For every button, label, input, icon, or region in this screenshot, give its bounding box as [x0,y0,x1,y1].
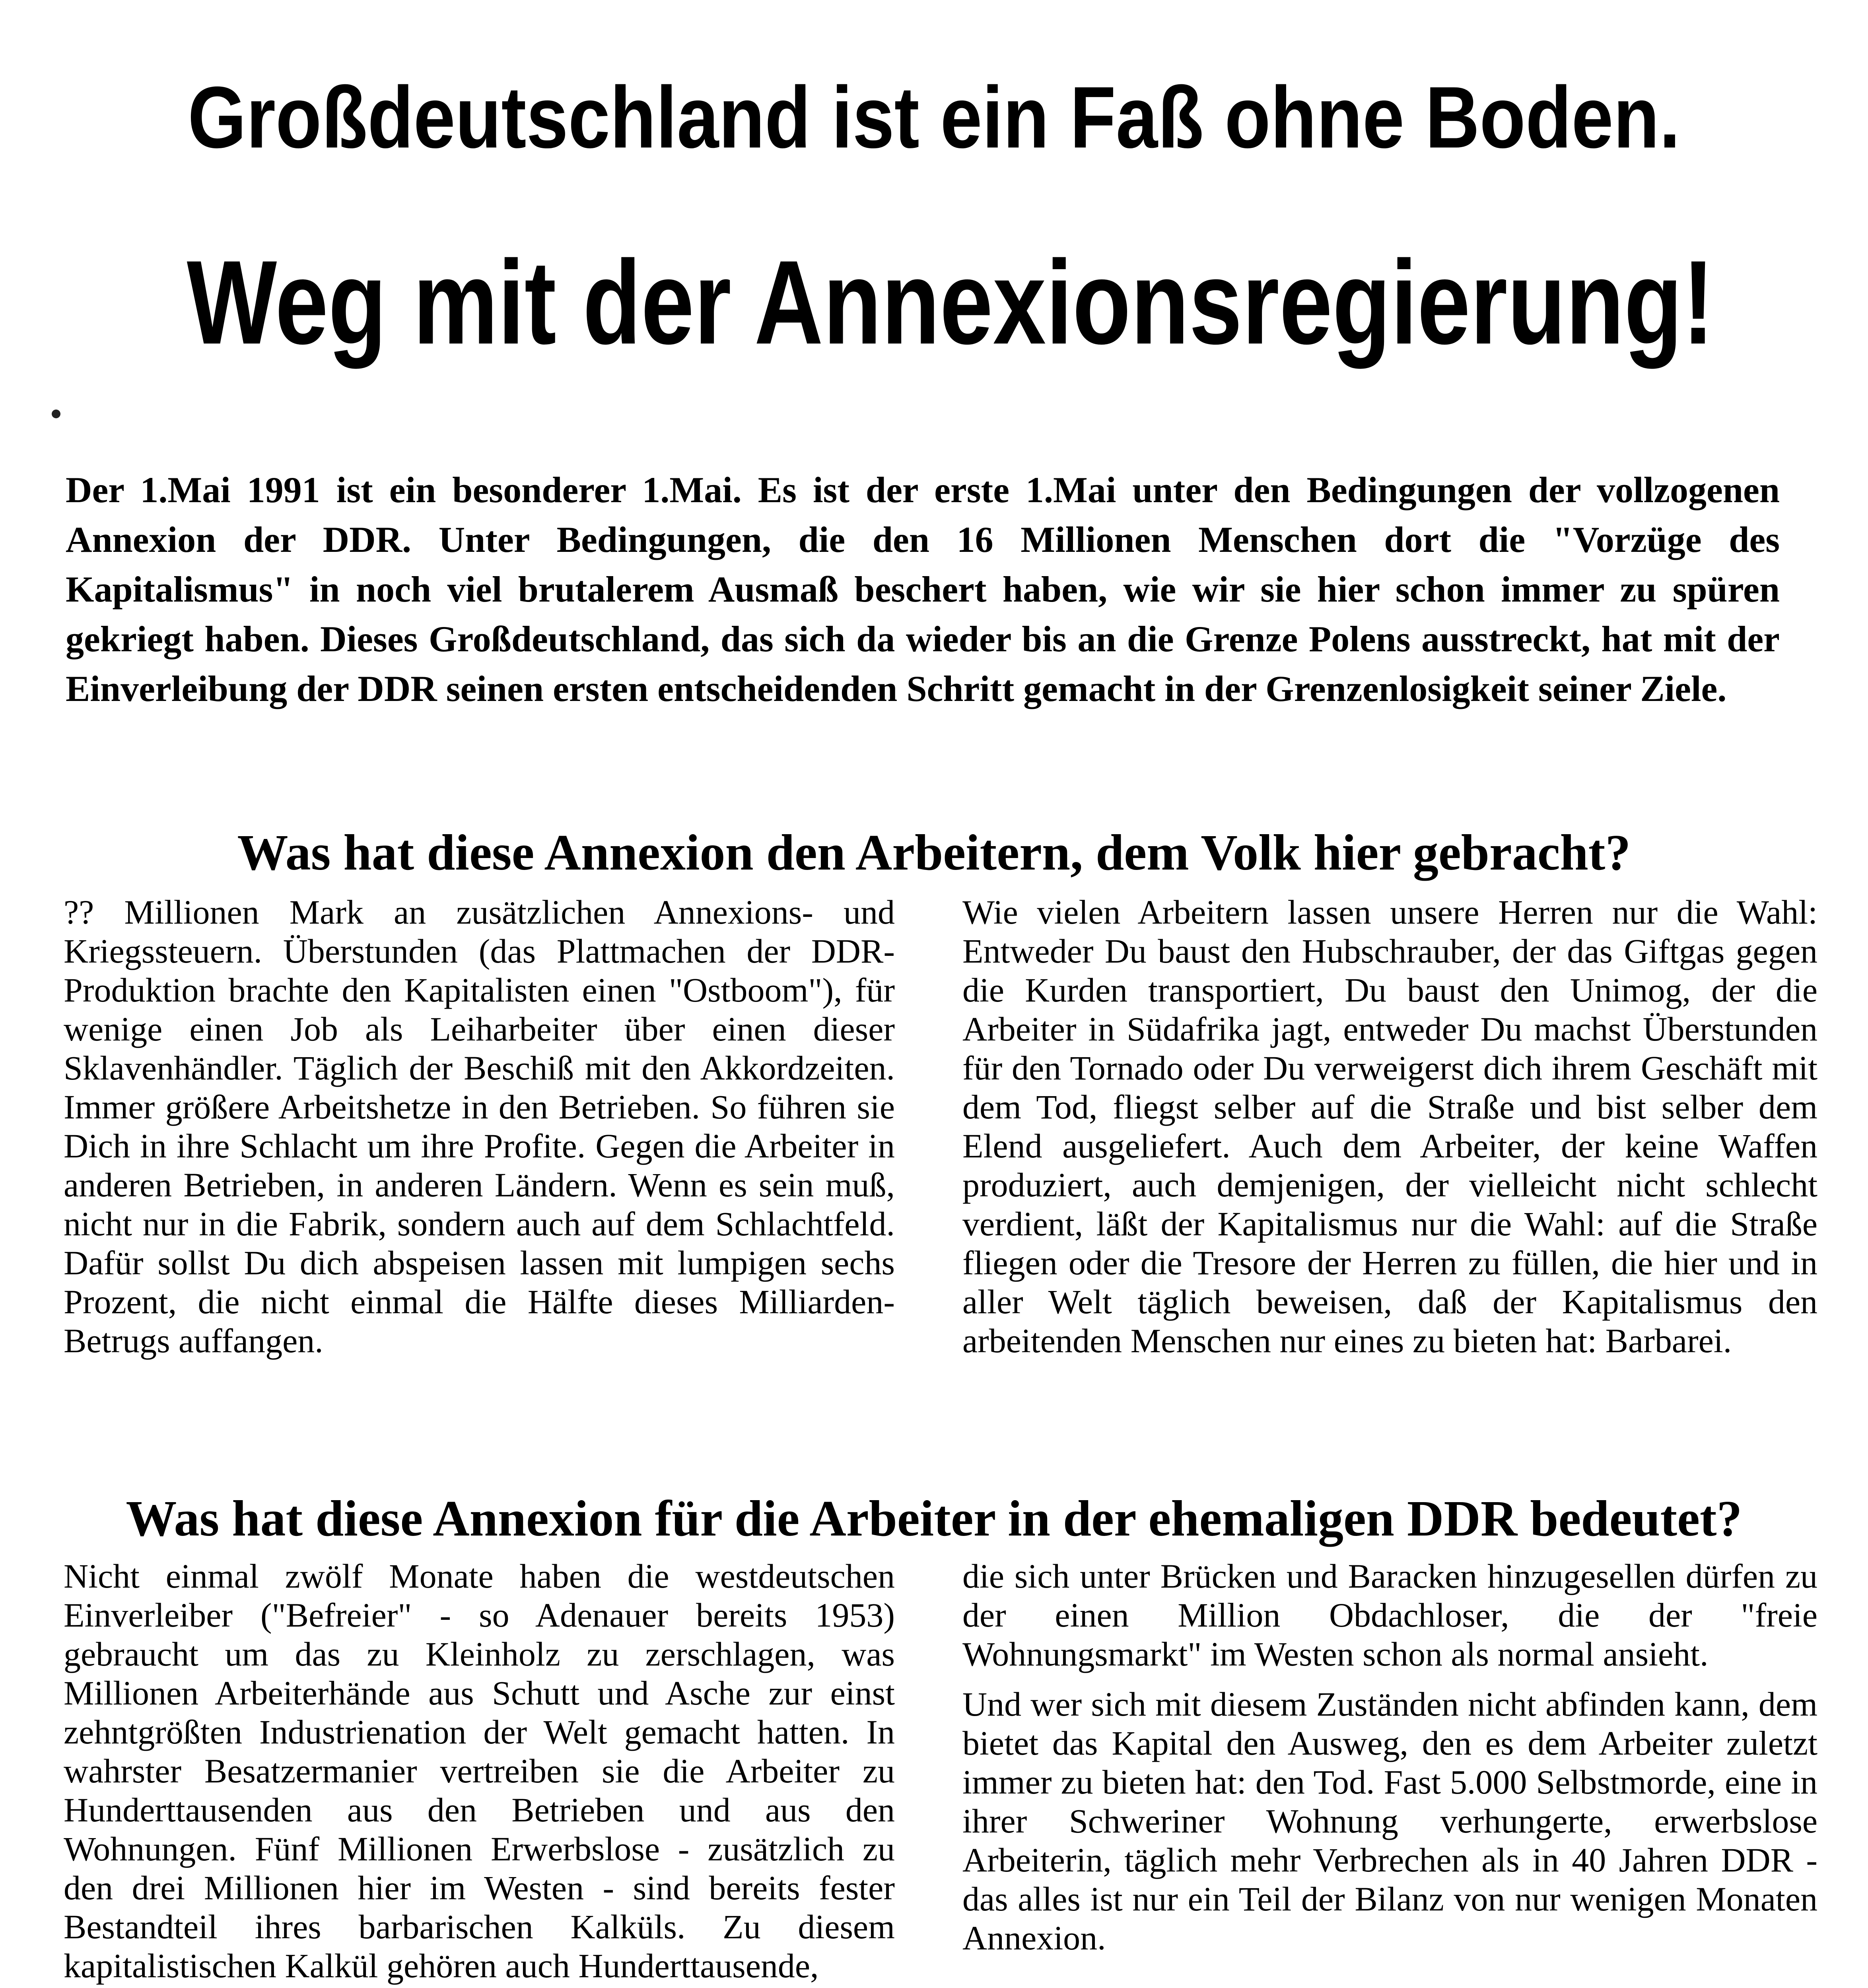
section-1-left-paragraph: ?? Millionen Mark an zusätzlichen Annexions- und Kriegssteuern. Überstunden (das Plattmachen der DDR-Produktion brachte den Kapitalisten einen "Ostboom"), für wenige einen Job als Leiharbeiter über einen dieser Sklavenhändler. Täglich der Beschiß mit den Akkordzeiten. Immer größere Arbeitshetze in den Betrieben. So führen sie Dich in ihre Schlacht um ihre Profite. Gegen die Arbeiter in anderen Betrieben, in anderen Ländern. Wenn es sein muß, nicht nur in die Fabrik, sondern auch auf dem Schlachtfeld. Dafür sollst Du dich abspeisen lassen mit lumpigen sechs Prozent, die nicht einmal die Hälfte dieses Milliarden-Betrugs auffangen. [64,893,895,1360]
intro-paragraph: Der 1.Mai 1991 ist ein besonderer 1.Mai. Es ist der erste 1.Mai unter den Bedingungen der vollzogenen Annexion der DDR. Unter Bedingungen, die den 16 Millionen Menschen dort die "Vorzüge des Kapitalismus" in noch viel brutalerem Ausmaß beschert haben, wie wir sie hier schon immer zu spüren gekriegt haben. Dieses Großdeutschland, das sich da wieder bis an die Grenze Polens ausstreckt, hat mit der Einverleibung der DDR seinen ersten entscheidenden Schritt gemacht in der Grenzenlosigkeit seiner Ziele. [66,470,1780,709]
section-2-left-column [64,1557,895,1988]
headline-line-1: Großdeutschland ist ein Faß ohne Boden. [188,68,1680,166]
section-2-heading: Was hat diese Annexion für die Arbeiter in der ehemaligen DDR bedeutet? [126,1490,1742,1547]
section-2-right-column [962,1557,1817,1969]
section-1-right-column [962,893,1817,1371]
section-1-left-column [64,893,895,1371]
section-1-right-paragraph: Wie vielen Arbeitern lassen unsere Herren nur die Wahl: Entweder Du baust den Hubschrauber, der das Giftgas gegen die Kurden transportiert, Du baust den Unimog, der die Arbeiter in Südafrika jagt, entweder Du machst Überstunden für den Tornado oder Du verweigerst dich ihrem Geschäft mit dem Tod, fliegst selber auf die Straße und bist selber dem Elend ausgeliefert. Auch dem Arbeiter, der keine Waffen produziert, auch demjenigen, der vielleicht nicht schlecht verdient, läßt der Kapitalismus nur die Wahl: auf die Straße fliegen oder die Tresore der Herren zu füllen, die hier und in aller Welt täglich beweisen, daß der Kapitalismus den arbeitenden Menschen nur eines zu bieten hat: Barbarei. [962,893,1817,1360]
section-1-heading: Was hat diese Annexion den Arbeitern, dem Volk hier gebracht? [237,824,1631,881]
section-2-right-paragraph-1: die sich unter Brücken und Baracken hinzugesellen dürfen zu der einen Million Obdachloser, die der "freie Wohnungsmarkt" im Westen schon als normal ansieht. [962,1557,1817,1673]
headline-line-2: Weg mit der Annexionsregierung! [187,235,1714,369]
section-2-left-paragraph: Nicht einmal zwölf Monate haben die westdeutschen Einverleiber ("Befreier" - so Adenauer bereits 1953) gebraucht um das zu Kleinholz zu zerschlagen, was Millionen Arbeiterhände aus Schutt und Asche zur einst zehntgrößten Industrienation der Welt gemacht hatten. In wahrster Besatzermanier vertreiben sie die Arbeiter zu Hunderttausenden aus den Betrieben und aus den Wohnungen. Fünf Millionen Erwerbslose - zusätzlich zu den drei Millionen hier im Westen - sind bereits fester Bestandteil ihres barbarischen Kalküls. Zu diesem kapitalistischen Kalkül gehören auch Hunderttausende, [64,1557,895,1985]
scan-speck [52,410,60,418]
section-2-right-paragraph-2: Und wer sich mit diesem Zuständen nicht abfinden kann, dem bietet das Kapital den Ausweg, den es dem Arbeiter zuletzt immer zu bieten hat: den Tod. Fast 5.000 Selbstmorde, eine in ihrer Schweriner Wohnung verhungerte, erwerbslose Arbeiterin, täglich mehr Verbrechen als in 40 Jahren DDR - das alles ist nur ein Teil der Bilanz von nur wenigen Monaten Annexion. [962,1685,1817,1957]
